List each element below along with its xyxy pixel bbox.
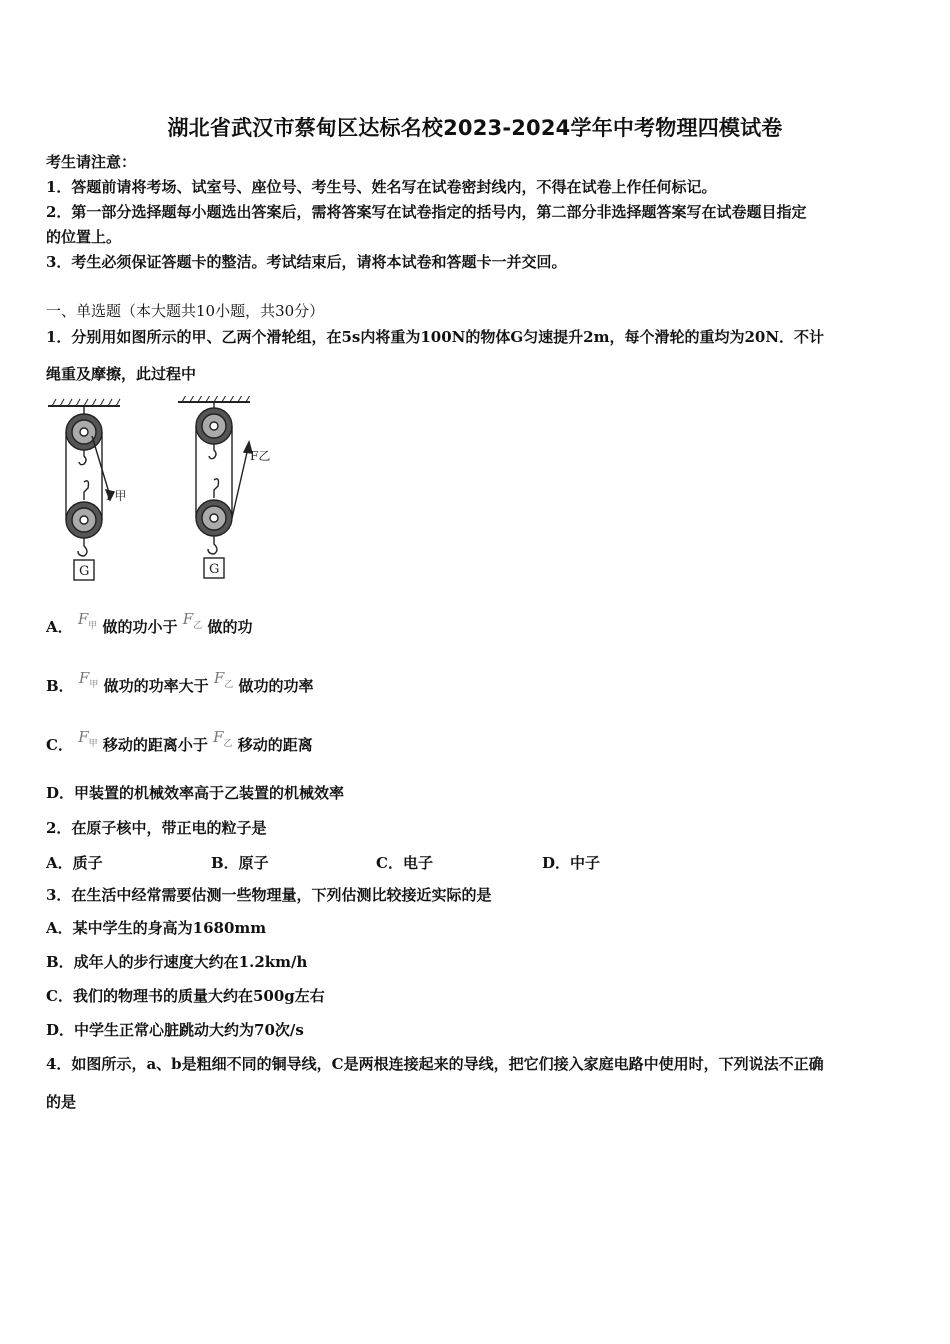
q1-option-b[interactable] <box>46 669 314 703</box>
f-yi-symbol: $F_乙$ <box>213 669 234 690</box>
label-g-yi: G <box>209 562 220 577</box>
label-f-yi: F乙 <box>250 449 271 463</box>
notice-item-2b: 的位置上。 <box>46 228 122 246</box>
option-text: 移动的距离 <box>237 736 313 754</box>
notice-item-1: 1．答题前请将考场、试室号、座位号、考生号、姓名写在试卷密封线内，不得在试卷上作任何标记。 <box>46 178 717 196</box>
q1-stem-line-1: 1．分别用如图所示的甲、乙两个滑轮组，在5s内将重为100N的物体G匀速提升2m，每个滑轮的重均为20N．不计 <box>46 328 825 346</box>
q3-option-d[interactable]: D．中学生正常心脏跳动大约为70次/s <box>46 1021 304 1039</box>
q2-option-d[interactable]: D．中子 <box>542 854 601 872</box>
q1-option-a[interactable] <box>46 610 253 644</box>
q1-option-c[interactable] <box>46 728 313 762</box>
q2-option-c[interactable]: C．电子 <box>376 854 433 872</box>
option-text: 做功的功率大于 <box>103 677 209 695</box>
label-g-jia: G <box>79 564 90 579</box>
q3-stem: 3．在生活中经常需要估测一些物理量，下列估测比较接近实际的是 <box>46 886 492 904</box>
q4-stem-line-2: 的是 <box>46 1093 77 1111</box>
notice-item-2a: 2．第一部分选择题每小题选出答案后，需将答案写在试卷指定的括号内，第二部分非选择题答案写在试卷题目指定 <box>46 203 807 221</box>
q3-option-b[interactable]: B．成年人的步行速度大约在1.2km/h <box>46 953 308 971</box>
f-jia-symbol: $F_甲$ <box>78 669 99 690</box>
q2-option-a[interactable]: A．质子 <box>46 854 103 872</box>
q4-stem-line-1: 4．如图所示，a、b是粗细不同的铜导线，C是两根连接起来的导线，把它们接入家庭电路中使用时，下列说法不正确 <box>46 1055 824 1073</box>
notice-header: 考生请注意： <box>46 153 137 171</box>
f-yi-symbol: $F_乙$ <box>182 610 203 631</box>
f-jia-symbol: $F_甲$ <box>78 728 98 749</box>
q2-stem: 2．在原子核中，带正电的粒子是 <box>46 819 267 837</box>
q2-option-b[interactable]: B．原子 <box>211 854 269 872</box>
option-text: 做的功 <box>207 618 253 636</box>
option-label: B． <box>46 677 74 695</box>
pulley-yi <box>178 396 252 578</box>
q3-option-a[interactable]: A．某中学生的身高为1680mm <box>46 919 267 937</box>
f-jia-symbol: $F_甲$ <box>77 610 98 631</box>
pulley-figure <box>44 396 284 586</box>
option-label: A． <box>46 618 73 636</box>
section-heading: 一、单选题（本大题共10小题，共30分） <box>46 302 325 320</box>
option-text: 做功的功率 <box>238 677 314 695</box>
page-title: 湖北省武汉市蔡甸区达标名校2023-2024学年中考物理四模试卷 <box>167 116 783 140</box>
option-label: C． <box>46 736 73 754</box>
option-text: 做的功小于 <box>102 618 178 636</box>
label-f-jia: F甲 <box>106 489 127 503</box>
q3-option-c[interactable]: C．我们的物理书的质量大约在500g左右 <box>46 987 325 1005</box>
notice-item-3: 3．考生必须保证答题卡的整洁。考试结束后，请将本试卷和答题卡一并交回。 <box>46 253 567 271</box>
option-text: 移动的距离小于 <box>102 736 208 754</box>
q1-stem-line-2: 绳重及摩擦，此过程中 <box>46 365 197 383</box>
f-yi-symbol: $F_乙$ <box>213 728 233 749</box>
q1-option-d[interactable]: D．甲装置的机械效率高于乙装置的机械效率 <box>46 784 345 802</box>
